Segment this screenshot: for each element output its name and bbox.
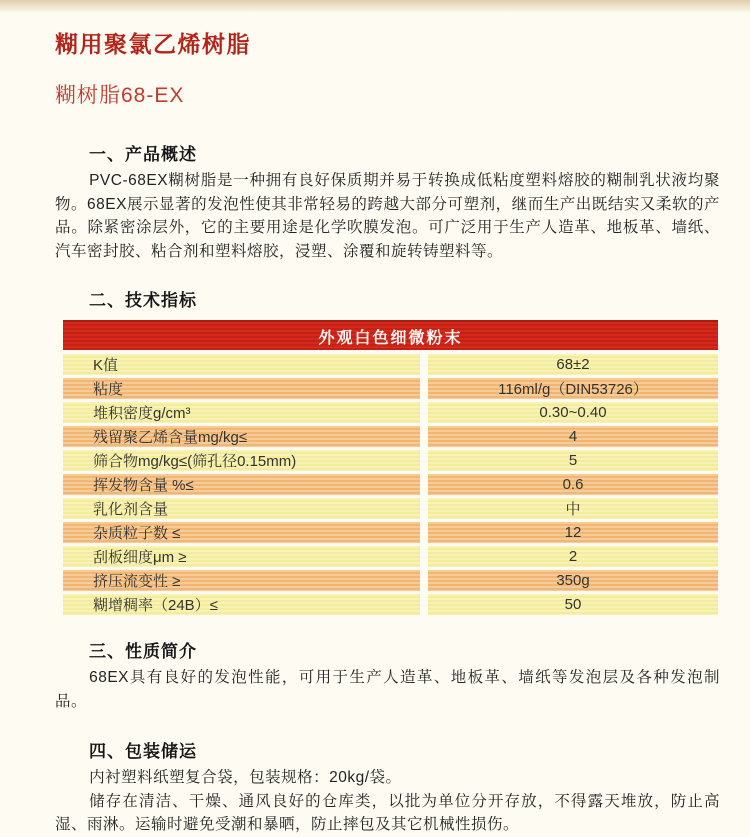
page-title: 糊用聚氯乙烯树脂 (55, 31, 251, 57)
spec-table (63, 320, 718, 615)
spec-value: 4 (428, 426, 718, 447)
column-gap (420, 570, 428, 591)
properties-paragraph: 68EX具有良好的发泡性能，可用于生产人造革、地板革、墙纸等发泡层及各种发泡制品。 (55, 669, 720, 710)
table-row (63, 354, 718, 375)
packaging-paragraph-2: 储存在清洁、干燥、通风良好的仓库类，以批为单位分开存放，不得露天堆放，防止高湿、雨淋。运输时避免受潮和暴晒，防止摔包及其它机械性损伤。 (55, 792, 720, 833)
spec-value: 116ml/g（DIN53726） (428, 378, 718, 399)
table-row (63, 426, 718, 447)
spec-label: 筛合物mg/kg≤(筛孔径0.15mm) (63, 450, 420, 471)
spec-label: 挥发物含量 %≤ (63, 474, 420, 495)
column-gap (420, 594, 428, 615)
column-gap (420, 450, 428, 471)
spec-table-header: 外观白色细微粉末 (63, 320, 718, 350)
section-heading-properties: 三、性质简介 (89, 642, 197, 661)
product-subtitle: 糊树脂68-EX (55, 84, 185, 107)
column-gap (420, 378, 428, 399)
spec-label: 残留聚乙烯含量mg/kg≤ (63, 426, 420, 447)
spec-label: 堆积密度g/cm³ (63, 402, 420, 423)
section-heading-overview: 一、产品概述 (89, 145, 197, 164)
column-gap (420, 522, 428, 543)
column-gap (420, 474, 428, 495)
table-row (63, 474, 718, 495)
table-row (63, 402, 718, 423)
table-row (63, 450, 718, 471)
spec-value: 5 (428, 450, 718, 471)
spec-value: 50 (428, 594, 718, 615)
spec-label: 挤压流变性 ≥ (63, 570, 420, 591)
table-row (63, 498, 718, 519)
spec-label: 刮板细度μm ≥ (63, 546, 420, 567)
spec-value: 68±2 (428, 354, 718, 375)
section-heading-specs: 二、技术指标 (89, 291, 197, 310)
spec-label: 糊增稠率（24B）≤ (63, 594, 420, 615)
column-gap (420, 354, 428, 375)
table-row (63, 378, 718, 399)
column-gap (420, 402, 428, 423)
spec-value: 2 (428, 546, 718, 567)
table-row (63, 546, 718, 567)
table-row (63, 570, 718, 591)
spec-value: 0.30~0.40 (428, 402, 718, 423)
section-heading-packaging: 四、包装储运 (89, 742, 197, 761)
spec-value: 0.6 (428, 474, 718, 495)
packaging-paragraph-1: 内衬塑料纸塑复合袋，包装规格：20kg/袋。 (89, 769, 402, 786)
spec-value: 350g (428, 570, 718, 591)
spec-label: 粘度 (63, 378, 420, 399)
spec-label: 乳化剂含量 (63, 498, 420, 519)
overview-paragraph: PVC-68EX糊树脂是一种拥有良好保质期并易于转换成低粘度塑料熔胶的糊制乳状液均聚物。68EX展示显著的发泡性使其非常轻易的跨越大部分可塑剂，继而生产出既结实又柔软的产品。除紧密涂层外，它的主要用途是化学吹膜发泡。可广泛用于生产人造革、地板革、墙纸、汽车密封胶、粘合剂和塑料熔胶，浸塑、涂覆和旋转铸塑料等。 (55, 172, 720, 260)
spec-value: 中 (428, 498, 718, 519)
spec-label: K值 (63, 354, 420, 375)
column-gap (420, 426, 428, 447)
document-page (0, 26, 750, 837)
table-row (63, 522, 718, 543)
scanned-page-top-edge (0, 0, 750, 13)
spec-value: 12 (428, 522, 718, 543)
spec-label: 杂质粒子数 ≤ (63, 522, 420, 543)
column-gap (420, 546, 428, 567)
table-row (63, 594, 718, 615)
column-gap (420, 498, 428, 519)
